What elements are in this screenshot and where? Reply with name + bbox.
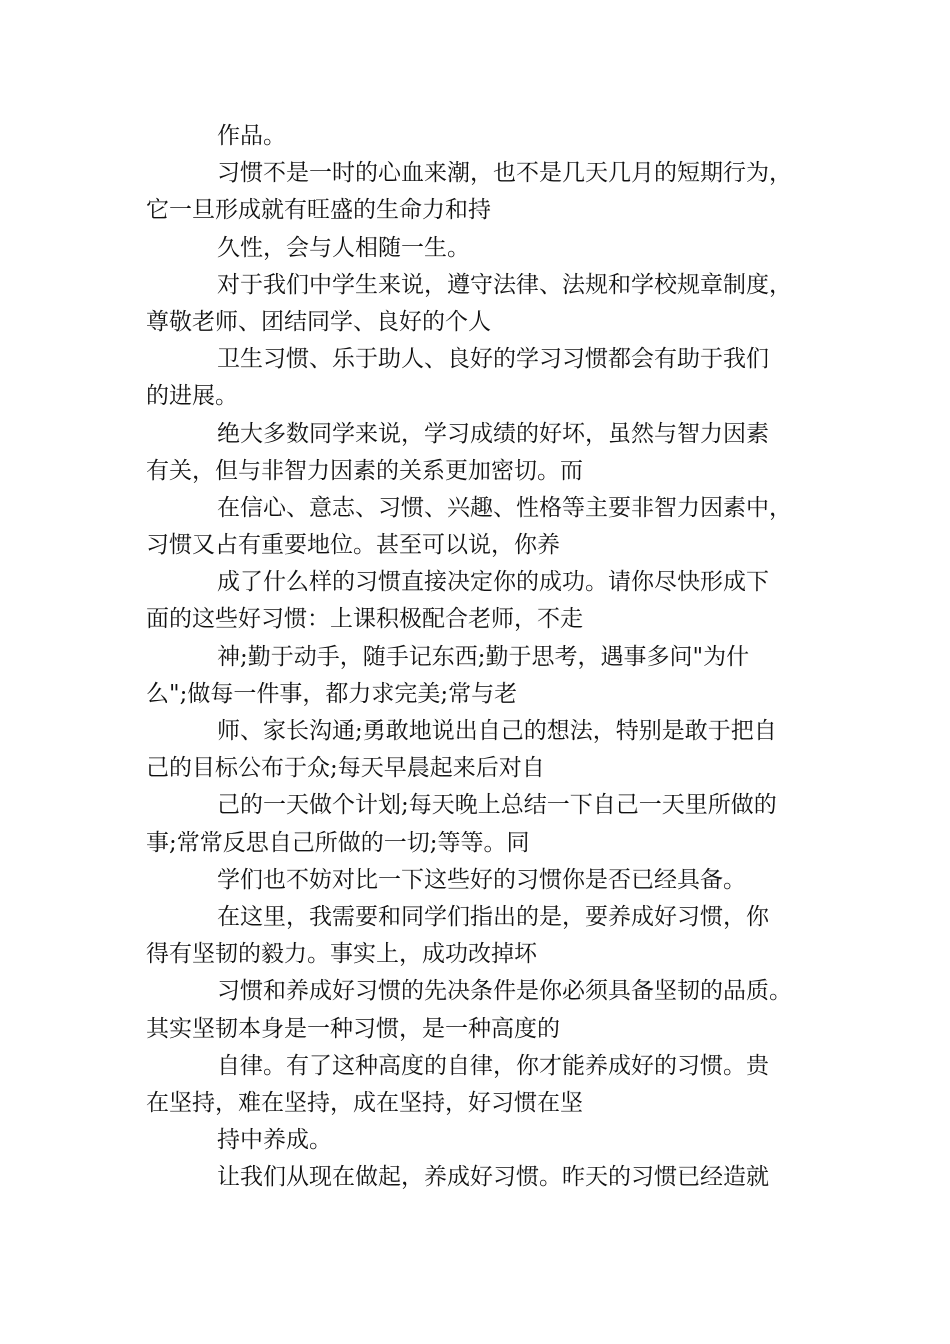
- text-line: 习惯又占有重要地位。甚至可以说，你养: [146, 532, 560, 559]
- text-line: 的进展。: [146, 383, 238, 410]
- text-line: 成了什么样的习惯直接决定你的成功。请你尽快形成下: [217, 569, 769, 596]
- document-text-body: [146, 118, 806, 1196]
- text-line: 绝大多数同学来说，学习成绩的好坏，虽然与智力因素: [217, 420, 769, 447]
- text-line: 它一旦形成就有旺盛的生命力和持: [146, 197, 491, 224]
- text-line: 作品。: [217, 123, 286, 149]
- text-line: 对于我们中学生来说，遵守法律、法规和学校规章制度，: [217, 271, 792, 298]
- text-line: 卫生习惯、乐于助人、良好的学习习惯都会有助于我们: [217, 346, 769, 373]
- text-line: 学们也不妨对比一下这些好的习惯你是否已经具备。: [217, 866, 746, 893]
- text-line: 得有坚韧的毅力。事实上，成功改掉坏: [146, 941, 537, 968]
- text-line: 有关，但与非智力因素的关系更加密切。而: [146, 457, 583, 484]
- text-line: 在这里，我需要和同学们指出的是，要养成好习惯，你: [217, 903, 769, 930]
- text-line: 持中养成。: [217, 1127, 332, 1154]
- text-line: 面的这些好习惯：上课积极配合老师，不走: [146, 606, 583, 633]
- text-line: 习惯不是一时的心血来潮，也不是几天几月的短期行为，: [217, 160, 792, 187]
- text-line: 么";做每一件事，都力求完美;常与老: [146, 680, 518, 707]
- text-line: 己的一天做个计划;每天晚上总结一下自己一天里所做的: [217, 792, 777, 819]
- text-line: 习惯和养成好习惯的先决条件是你必须具备坚韧的品质。: [217, 978, 792, 1005]
- text-line: 神;勤于动手，随手记东西;勤于思考，遇事多问"为什: [217, 643, 750, 670]
- text-line: 其实坚韧本身是一种习惯，是一种高度的: [146, 1015, 560, 1042]
- text-line: 事;常常反思自己所做的一切;等等。同: [146, 829, 530, 856]
- text-line: 让我们从现在做起，养成好习惯。昨天的习惯已经造就: [217, 1164, 769, 1191]
- text-line: 久性，会与人相随一生。: [217, 234, 470, 261]
- text-line: 自律。有了这种高度的自律，你才能养成好的习惯。贵: [217, 1052, 769, 1079]
- text-line: 己的目标公布于众;每天早晨起来后对自: [146, 755, 545, 782]
- text-line: 师、家长沟通;勇敢地说出自己的想法，特别是敢于把自: [217, 718, 777, 744]
- text-line: 在坚持，难在坚持，成在坚持，好习惯在坚: [146, 1089, 583, 1116]
- text-line: 尊敬老师、团结同学、良好的个人: [146, 308, 491, 335]
- text-line: 在信心、意志、习惯、兴趣、性格等主要非智力因素中，: [217, 494, 792, 521]
